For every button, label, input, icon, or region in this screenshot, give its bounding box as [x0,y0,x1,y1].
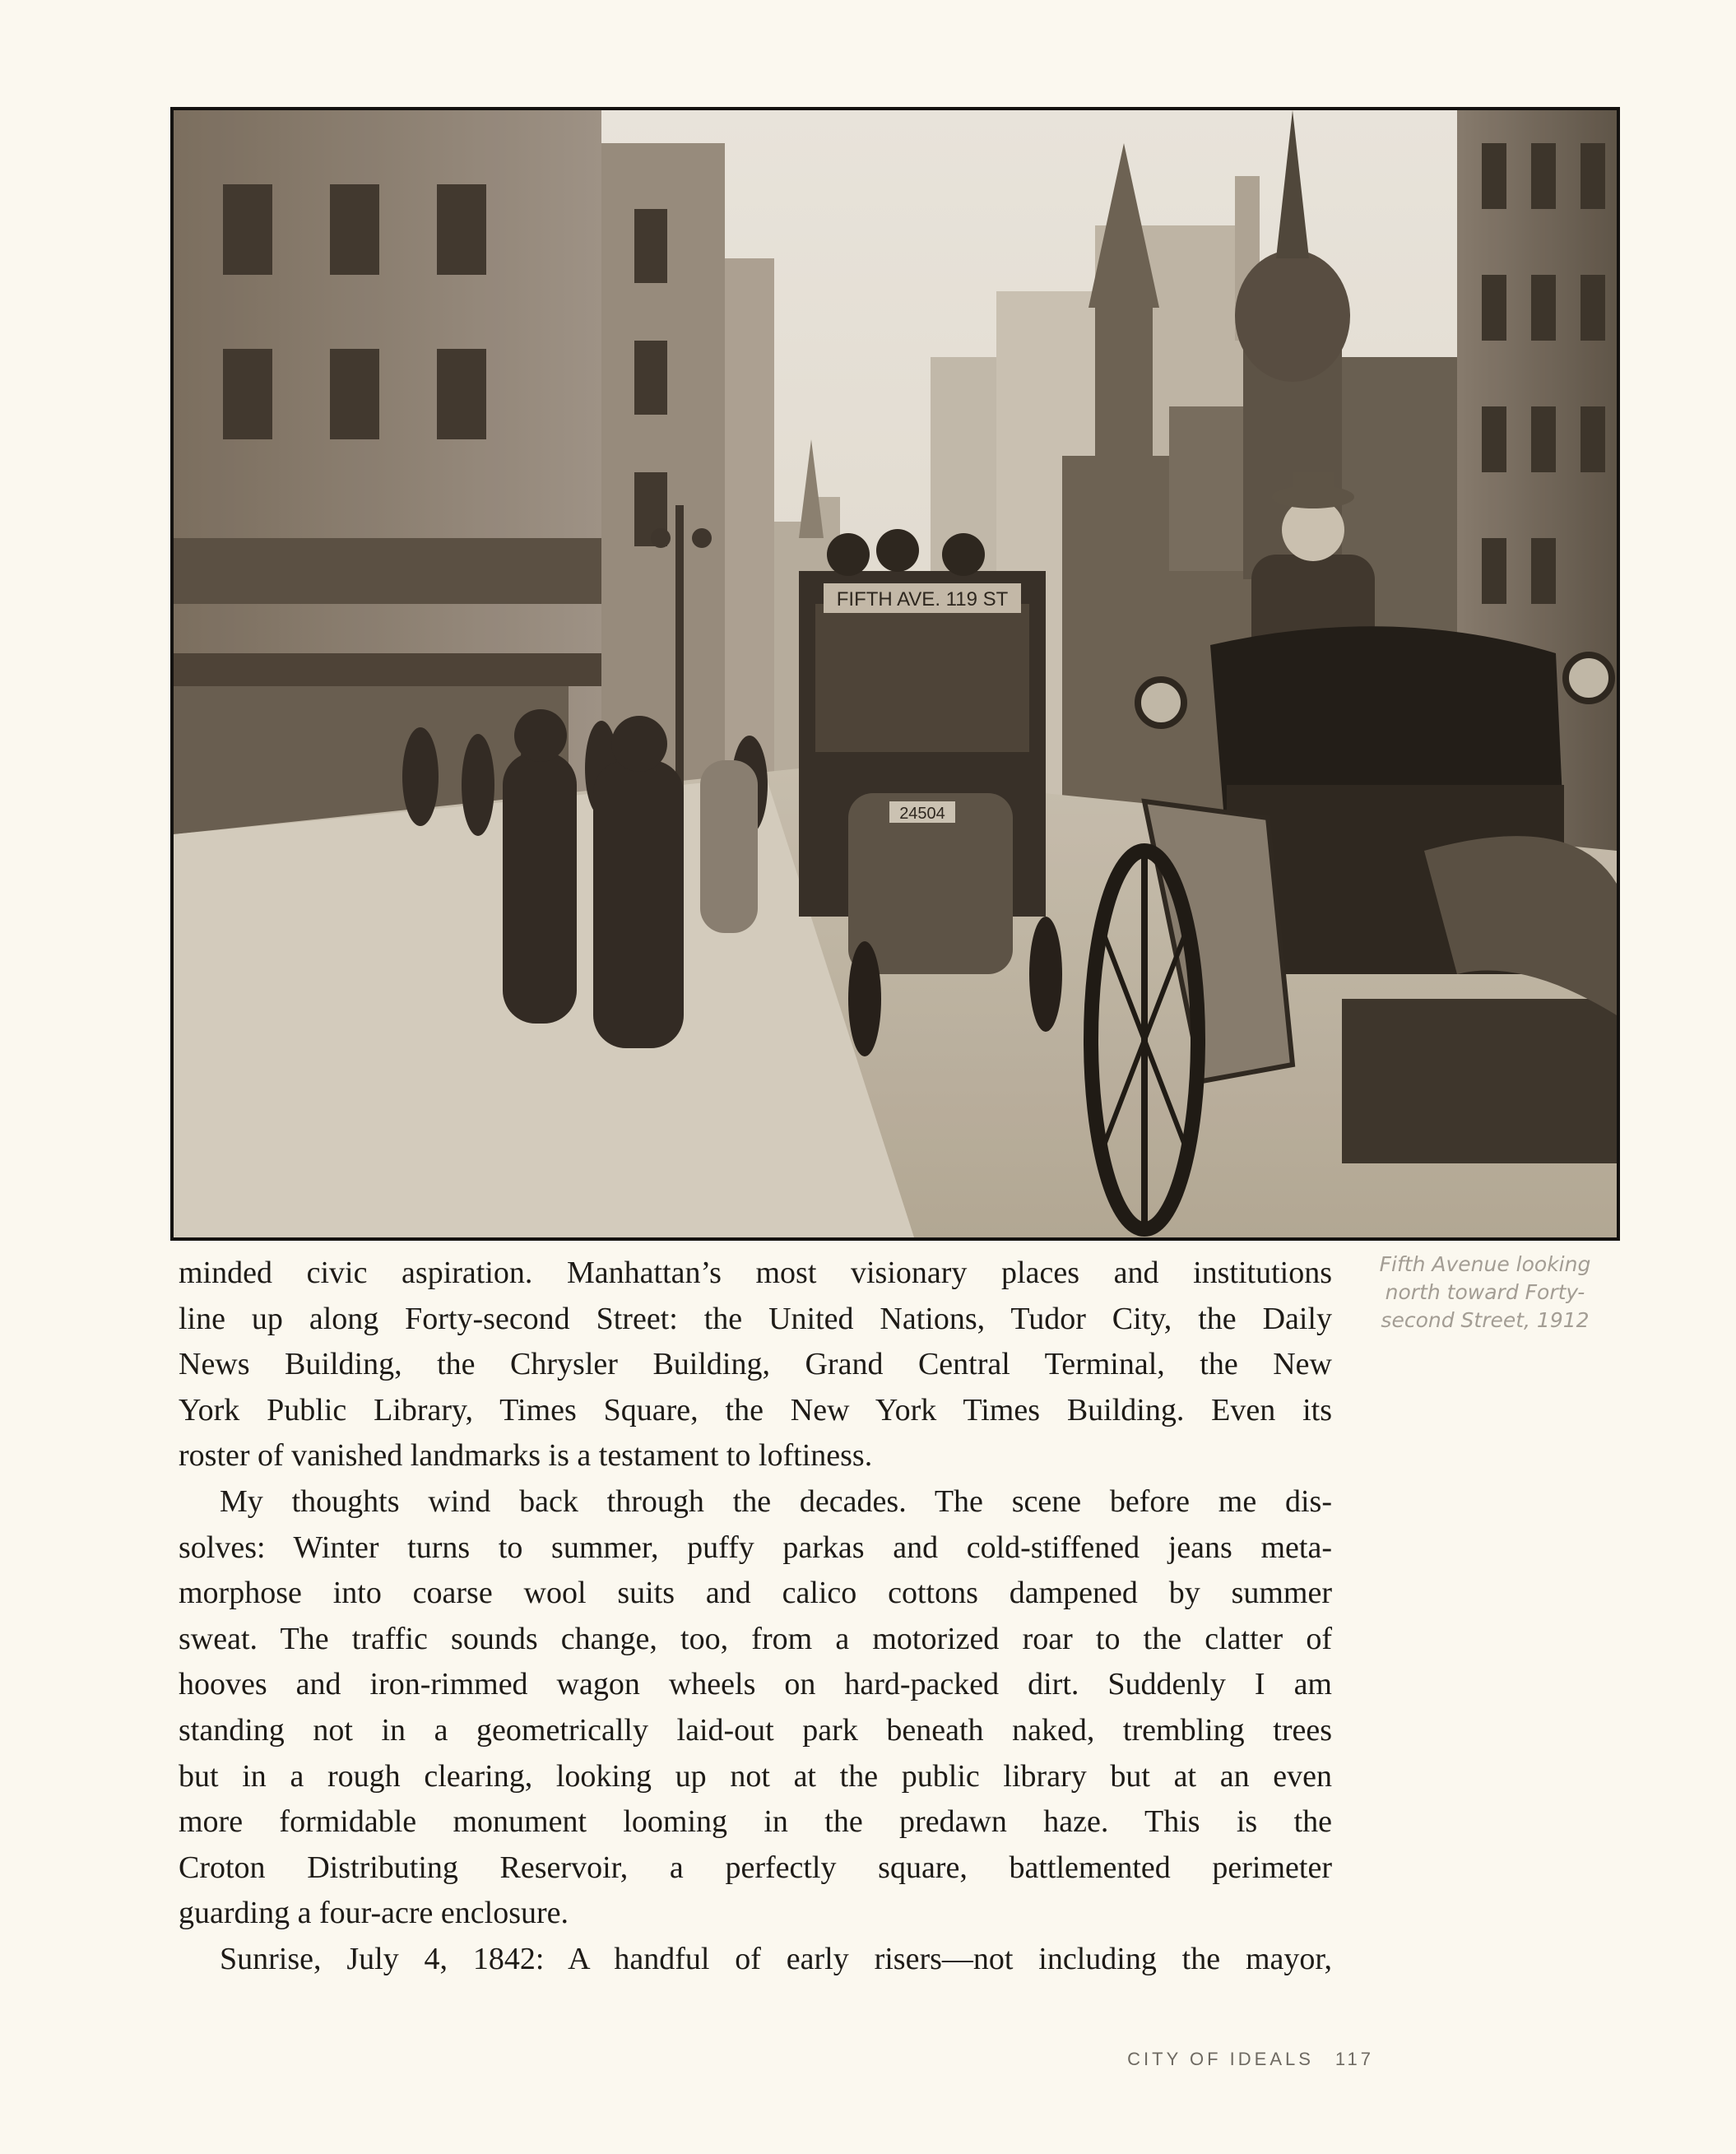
text-line: more formidable monument looming in the predawn haze. This is the [179,1804,1332,1840]
license-plate: 24504 [899,805,945,823]
caption-line: second Street, 1912 [1381,1308,1590,1332]
text-line: solves: Winter turns to summer, puffy parkas and cold-stiffened jeans meta- [179,1530,1332,1565]
text-line: minded civic aspiration. Manhattan’s most visionary places and institutions [179,1256,1332,1290]
caption-line: north toward Forty- [1385,1280,1585,1304]
text-line: guarding a four-acre enclosure. [179,1896,569,1931]
photo-caption [1349,1251,1621,1335]
body-text [179,1251,1332,1983]
running-head: CITY OF IDEALS [1127,2049,1314,2069]
text-line: line up along Forty-second Street: the United Nations, Tudor City, the Daily [179,1301,1332,1336]
bus-destination-sign: FIFTH AVE. 119 ST [836,588,1009,610]
caption-line: Fifth Avenue looking [1379,1252,1591,1276]
page-number: 117 [1334,2049,1374,2069]
text-line: Sunrise, July 4, 1842: A handful of early risers—not including the mayor, [220,1941,1332,1976]
text-line: sweat. The traffic sounds change, too, from a motorized roar to the clatter of [179,1621,1332,1656]
text-line: News Building, the Chrysler Building, Grand Central Terminal, the New [179,1347,1332,1382]
historical-street-photograph [170,107,1620,1241]
text-line: morphose into coarse wool suits and calico cottons dampened by summer [179,1576,1332,1611]
text-line: standing not in a geometrically laid-out park beneath naked, trembling trees [179,1712,1332,1748]
text-line: Croton Distributing Reservoir, a perfectly square, battlemented perimeter [179,1850,1332,1885]
page-footer [1070,2049,1374,2070]
text-line: but in a rough clearing, looking up not at the public library but at an even [179,1758,1332,1794]
text-line: hooves and iron-rimmed wagon wheels on hard-packed dirt. Suddenly I am [179,1667,1332,1702]
text-line: roster of vanished landmarks is a testament to loftiness. [179,1438,873,1474]
text-line: York Public Library, Times Square, the New York Times Building. Even its [179,1392,1332,1427]
text-line: My thoughts wind back through the decades. The scene before me dis- [220,1483,1332,1519]
